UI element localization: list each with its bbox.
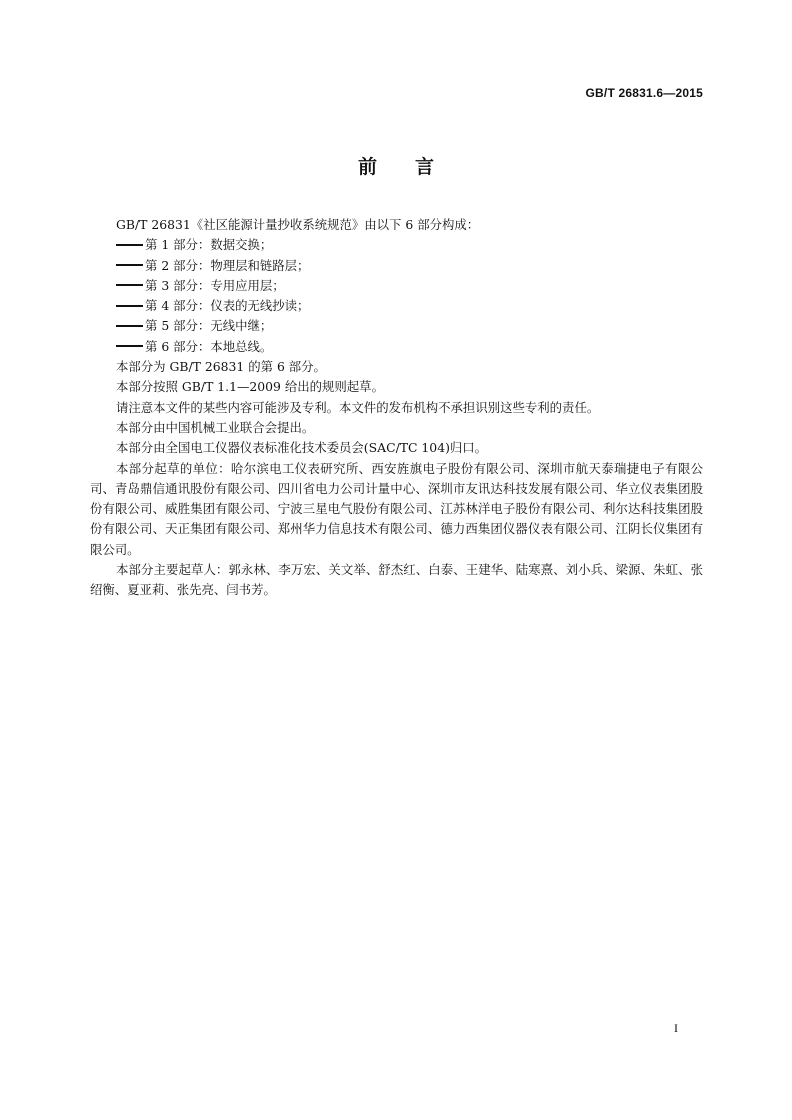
drafters-paragraph: 本部分主要起草人：郭永林、李万宏、关文举、舒杰红、白泰、王建华、陆寒熹、刘小兵、梁源、朱虹、张绍衡、夏亚莉、张先亮、闫书芳。 — [90, 562, 703, 598]
document-body — [90, 215, 703, 601]
standard-code: GB/T 26831.6—2015 — [585, 86, 703, 100]
dash-icon — [116, 264, 143, 266]
part-label: 第 3 部分：专用应用层； — [145, 277, 285, 293]
dash-icon — [116, 305, 143, 307]
part-list-item — [90, 316, 703, 336]
dash-icon — [116, 345, 143, 347]
body-paragraph: 本部分为 GB/T 26831 的第 6 部分。 — [116, 359, 326, 375]
part-list-item — [90, 296, 703, 316]
part-list-item — [90, 256, 703, 276]
part-list-item — [90, 276, 703, 296]
body-paragraph: 本部分按照 GB/T 1.1—2009 给出的规则起草。 — [116, 379, 384, 395]
part-label: 第 6 部分：本地总线。 — [145, 338, 273, 354]
dash-icon — [116, 284, 143, 286]
part-label: 第 4 部分：仪表的无线抄读； — [145, 298, 310, 314]
drafting-units-paragraph: 本部分起草的单位：哈尔滨电工仪表研究所、西安旌旗电子股份有限公司、深圳市航天泰瑞捷电子有限公司、青岛鼎信通讯股份有限公司、四川省电力公司计量中心、深圳市友讯达科技发展有限公司、华立仪表集团股份有限公司、威胜集团有限公司、宁波三星电气股份有限公司、江苏林洋电子股份有限公司、利尔达科技集团股份有限公司、天正集团有限公司、郑州华力信息技术有限公司、德力西集团仪器仪表有限公司、江阴长仪集团有限公司。 — [90, 460, 703, 557]
part-label: 第 5 部分：无线中继； — [145, 318, 273, 334]
part-list-item — [90, 337, 703, 357]
intro-paragraph: GB/T 26831《社区能源计量抄收系统规范》由以下 6 部分构成： — [116, 217, 480, 232]
body-paragraph: 本部分由全国电工仪器仪表标准化技术委员会(SAC/TC 104)归口。 — [116, 440, 488, 456]
page-title: 前言 — [357, 156, 472, 178]
body-paragraph: 本部分由中国机械工业联合会提出。 — [116, 419, 315, 435]
dash-icon — [116, 244, 143, 246]
body-paragraph: 请注意本文件的某些内容可能涉及专利。本文件的发布机构不承担识别这些专利的责任。 — [116, 399, 600, 415]
dash-icon — [116, 325, 143, 327]
page-number: I — [674, 1021, 678, 1035]
part-label: 第 2 部分：物理层和链路层； — [145, 257, 310, 273]
part-label: 第 1 部分：数据交换； — [145, 237, 273, 253]
part-list-item — [90, 235, 703, 255]
